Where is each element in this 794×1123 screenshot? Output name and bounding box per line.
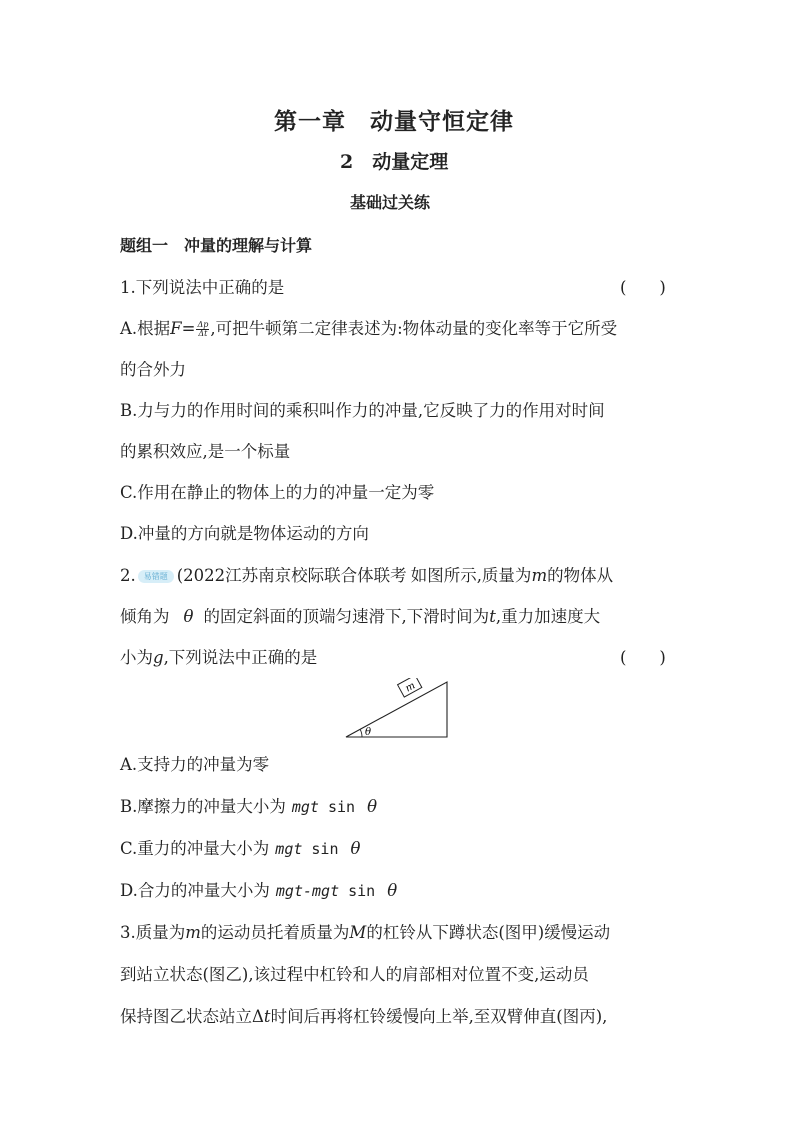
q3-t: t — [263, 1007, 271, 1026]
q2-l2-a: 倾角为 — [120, 607, 170, 626]
q2-d-fn: sin — [348, 882, 376, 900]
angle-label: θ — [365, 727, 372, 738]
q1-option-a-line2: 的合外力 — [120, 360, 186, 379]
q2-theta: θ — [183, 607, 194, 626]
q2-l3-a: 小为 — [120, 648, 153, 667]
q2-option-a: A.支持力的冲量为零 — [120, 755, 270, 774]
q1-option-b: B.力与力的作用时间的乘积叫作力的冲量,它反映了力的作用对时间 — [120, 401, 605, 420]
q1-option-a — [120, 315, 617, 339]
q2-b-theta: θ — [367, 797, 377, 816]
q2-number: 2. — [120, 566, 136, 585]
q2-g: g — [153, 648, 164, 667]
q2-c-theta: θ — [350, 839, 361, 858]
q3-l3-a: 保持图乙状态站立Δ — [120, 1007, 264, 1026]
section-title: 2 动量定理 — [340, 151, 449, 173]
q2-c-expr: mgt — [275, 840, 303, 858]
q2-line2 — [120, 603, 600, 627]
q2-line1 — [120, 562, 613, 586]
q2-option-b — [120, 793, 377, 817]
q2-c-pre: C.重力的冲量大小为 — [120, 839, 270, 858]
q1-option-d: D.冲量的方向就是物体运动的方向 — [120, 524, 369, 543]
q3-l3-b: 时间后再将杠铃缓慢向上举,至双臂伸直(图丙), — [270, 1007, 608, 1026]
q3-line2: 到站立状态(图乙),该过程中杠铃和人的肩部相对位置不变,运动员 — [120, 965, 589, 984]
q2-l2-c: ,重力加速度大 — [495, 607, 601, 626]
q1-a-numerator: Δp — [197, 320, 209, 329]
q1-answer-paren: ( ) — [620, 278, 666, 297]
q2-c-fn: sin — [311, 840, 339, 858]
q2-b-expr: mgt — [291, 798, 319, 816]
q2-l1-post: 如图所示,质量为 — [410, 566, 532, 585]
q3-l1-a: 3.质量为 — [120, 923, 186, 942]
q3-line1 — [120, 919, 610, 943]
q1-a-f: F — [170, 319, 182, 338]
q2-t: t — [489, 607, 496, 626]
q2-tag-badge: 易错题 — [138, 570, 174, 583]
q2-answer-paren: ( ) — [620, 648, 666, 667]
q2-option-c — [120, 835, 360, 859]
incline-triangle — [346, 682, 447, 737]
q2-m: m — [531, 566, 548, 585]
incline-figure — [340, 678, 452, 740]
q2-l2-b: 的固定斜面的顶端匀速滑下,下滑时间为 — [203, 607, 490, 626]
q1-a-fraction — [196, 321, 209, 338]
q1-a-post: ,可把牛顿第二定律表述为:物体动量的变化率等于它所受 — [210, 319, 618, 338]
q2-d-expr: mgt-mgt — [275, 882, 340, 900]
q1-option-b-line2: 的累积效应,是一个标量 — [120, 442, 291, 461]
q1-a-denominator: Δt — [198, 329, 208, 338]
chapter-title: 第一章 动量守恒定律 — [274, 108, 514, 135]
q3-l1-b: 的运动员托着质量为 — [200, 923, 350, 942]
q2-d-theta: θ — [387, 881, 398, 900]
block-label: m — [403, 680, 418, 695]
q2-l1-end: 的物体从 — [547, 566, 614, 585]
q3-line3 — [120, 1003, 607, 1027]
q1-a-eq: = — [181, 319, 196, 338]
q2-l3-b: ,下列说法中正确的是 — [163, 648, 318, 667]
q2-b-fn: sin — [327, 798, 356, 816]
angle-arc — [360, 729, 362, 737]
subtitle: 基础过关练 — [350, 193, 431, 212]
q2-d-pre: D.合力的冲量大小为 — [120, 881, 270, 900]
q1-option-c: C.作用在静止的物体上的力的冲量一定为零 — [120, 483, 435, 502]
q3-m: m — [185, 923, 201, 942]
q3-l1-c: 的杠铃从下蹲状态(图甲)缓慢运动 — [366, 923, 611, 942]
q3-M: M — [349, 923, 367, 942]
group-heading: 题组一 冲量的理解与计算 — [120, 236, 313, 255]
q2-b-pre: B.摩擦力的冲量大小为 — [120, 797, 286, 816]
q2-source: (2022江苏南京校际联合体联考 — [176, 566, 407, 585]
q2-line3 — [120, 644, 317, 668]
q2-option-d — [120, 877, 397, 901]
q1-a-pre: A.根据 — [120, 319, 171, 338]
sliding-block — [398, 678, 422, 697]
q1-stem: 1.下列说法中正确的是 — [120, 278, 285, 297]
